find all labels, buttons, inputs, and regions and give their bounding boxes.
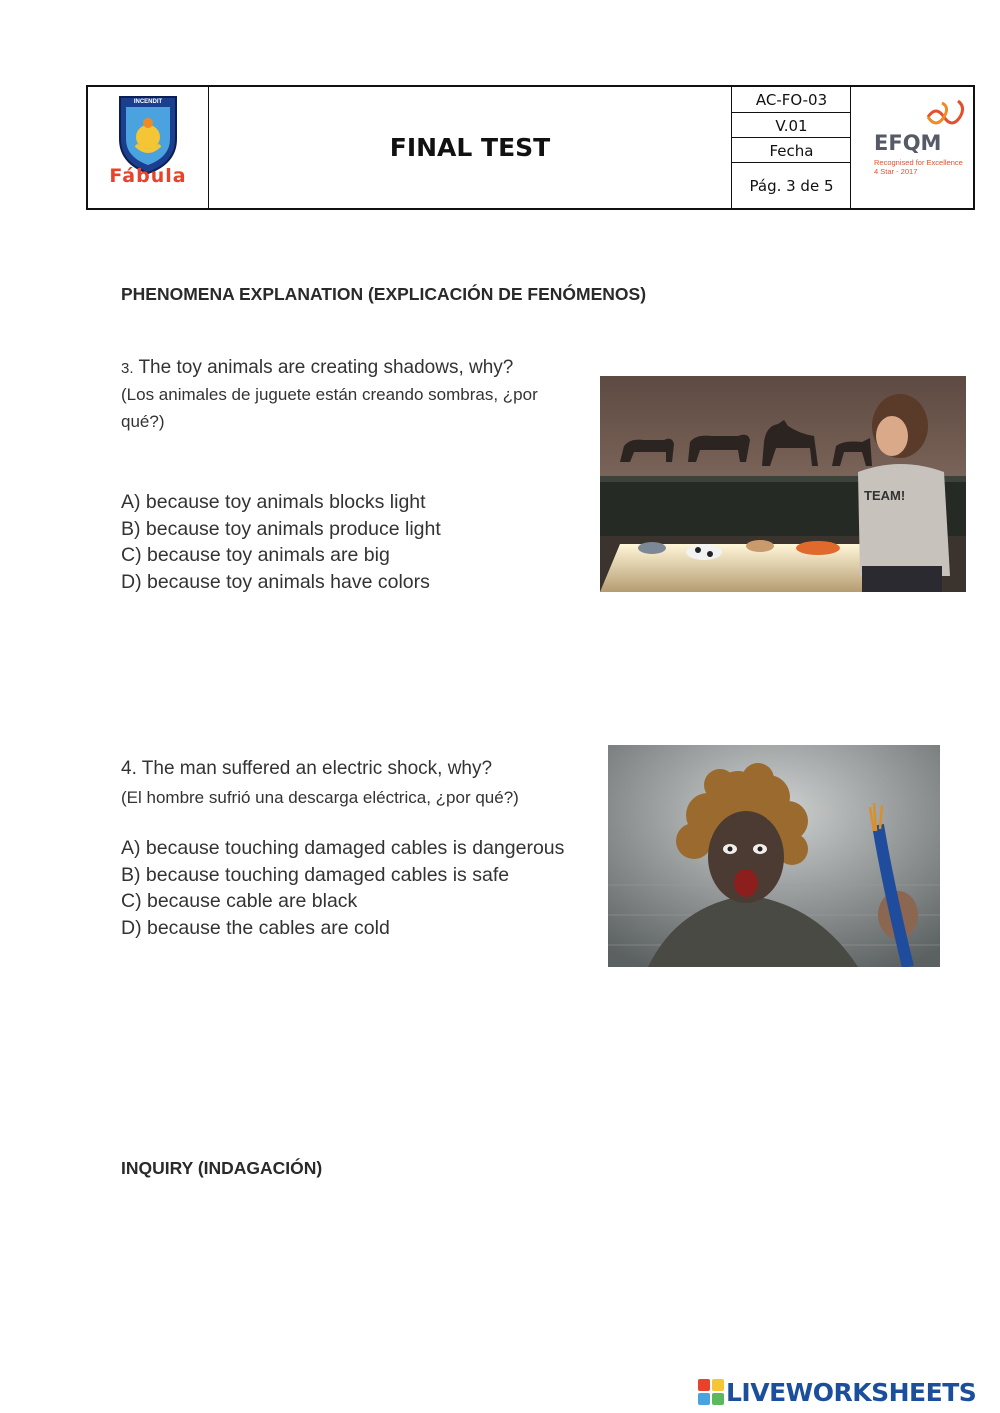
question-4-option-a[interactable]: A) because touching damaged cables is dangerous bbox=[121, 837, 565, 859]
question-3-text: The toy animals are creating shadows, why? bbox=[138, 357, 514, 378]
question-4-option-b[interactable]: B) because touching damaged cables is safe bbox=[121, 863, 510, 886]
liveworksheets-icon bbox=[698, 1379, 724, 1405]
question-4-option-d[interactable]: D) because the cables are cold bbox=[121, 916, 390, 939]
question-3-option-c[interactable]: C) because toy animals are big bbox=[121, 544, 390, 567]
liveworksheets-wordmark: LIVEWORKSHEETS bbox=[726, 1377, 977, 1407]
question-4-option-c[interactable]: C) because cable are black bbox=[121, 890, 358, 913]
question-4-translation: (El hombre sufrió una descarga eléctrica, ¿por qué?) bbox=[121, 788, 519, 807]
child-shirt-text: TEAM! bbox=[864, 488, 906, 503]
page-number: Pág. 3 de 5 bbox=[749, 177, 834, 195]
school-logo bbox=[102, 93, 194, 203]
question-3-option-a[interactable]: A) because toy animals blocks light bbox=[121, 491, 426, 513]
efqm-infinity-icon bbox=[870, 95, 970, 135]
question-4-text: 4. The man suffered an electric shock, why? bbox=[121, 758, 493, 779]
efqm-subtitle-1: Recognised for Excellence bbox=[874, 158, 963, 167]
question-3 bbox=[121, 357, 513, 379]
document-title: FINAL TEST bbox=[389, 133, 551, 162]
question-3-option-d[interactable]: D) because toy animals have colors bbox=[121, 570, 430, 593]
efqm-logo bbox=[870, 95, 970, 200]
efqm-subtitle-2: 4 Star - 2017 bbox=[874, 167, 918, 176]
question-3-options bbox=[121, 489, 441, 595]
document-header bbox=[86, 85, 975, 210]
question-3-number: 3. bbox=[121, 360, 134, 377]
question-3-option-b[interactable]: B) because toy animals produce light bbox=[121, 517, 441, 540]
shield-text-top: INCENDIT bbox=[133, 99, 163, 105]
efqm-title: EFQM bbox=[874, 131, 942, 155]
question-3-translation-line1: (Los animales de juguete están creando sombras, ¿por bbox=[121, 385, 538, 404]
liveworksheets-logo bbox=[698, 1377, 976, 1407]
electric-shock-photo bbox=[608, 745, 940, 967]
date-label: Fecha bbox=[769, 142, 814, 160]
question-4-options bbox=[121, 835, 564, 941]
question-3-translation bbox=[121, 381, 591, 435]
document-version: V.01 bbox=[775, 117, 808, 135]
question-3-translation-line2: qué?) bbox=[121, 412, 165, 431]
school-name-logo: Fábula bbox=[109, 165, 187, 187]
toy-shadows-photo bbox=[600, 376, 966, 592]
document-code: AC-FO-03 bbox=[755, 91, 828, 109]
section-heading-inquiry: INQUIRY (INDAGACIÓN) bbox=[121, 1158, 323, 1178]
section-heading-phenomena: PHENOMENA EXPLANATION (EXPLICACIÓN DE FENÓMENOS) bbox=[121, 284, 647, 304]
